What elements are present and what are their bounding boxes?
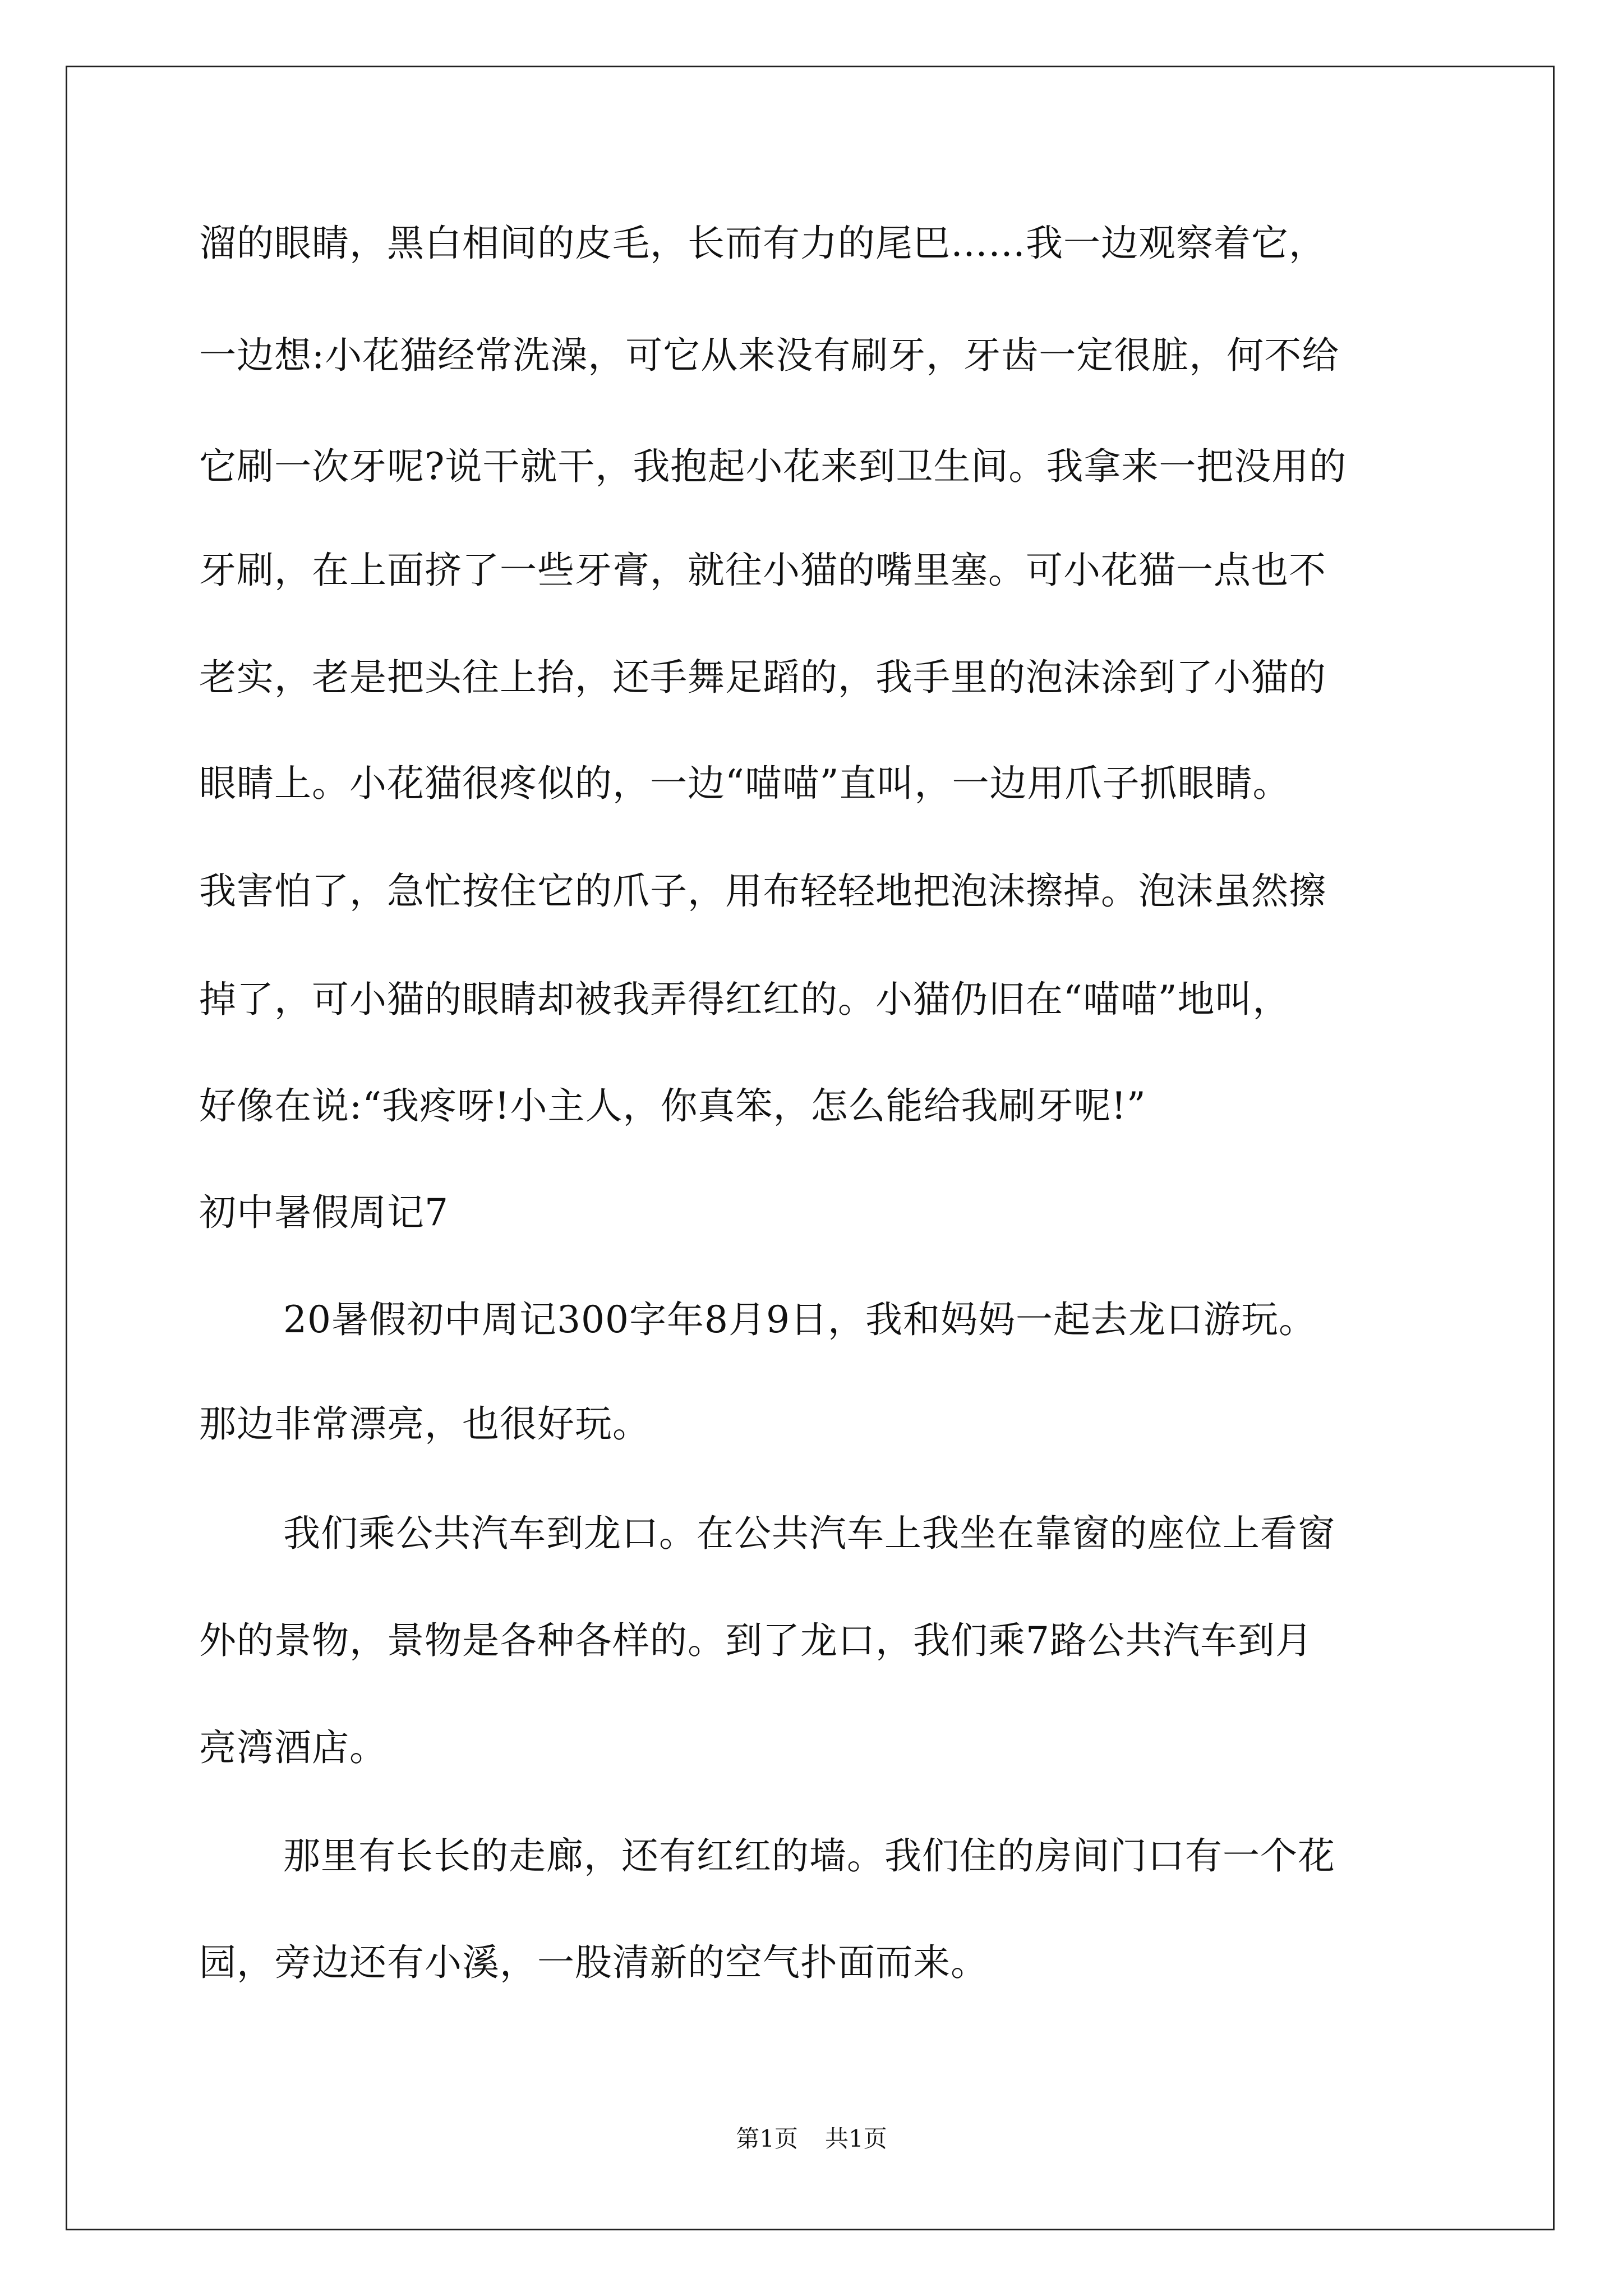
body-line: 溜的眼睛，黑白相间的皮毛，长而有力的尾巴……我一边观察着它，	[199, 222, 1326, 265]
body-line: 老实，老是把头往上抬，还手舞足蹈的，我手里的泡沫涂到了小猫的	[199, 656, 1326, 699]
body-line: 一边想:小花猫经常洗澡，可它从来没有刷牙，牙齿一定很脏，何不给	[199, 334, 1340, 377]
body-line: 眼睛上。小花猫很疼似的，一边“喵喵”直叫，一边用爪子抓眼睛。	[199, 762, 1290, 805]
body-line: 好像在说:“我疼呀!小主人，你真笨，怎么能给我刷牙呢!”	[199, 1084, 1146, 1128]
page-footer	[0, 2125, 1623, 2153]
body-line: 那边非常漂亮，也很好玩。	[199, 1402, 650, 1446]
body-line: 我们乘公共汽车到龙口。在公共汽车上我坐在靠窗的座位上看窗	[283, 1512, 1335, 1555]
body-line: 牙刷，在上面挤了一些牙膏，就往小猫的嘴里塞。可小花猫一点也不	[199, 549, 1326, 592]
body-line: 它刷一次牙呢?说干就干，我抱起小花来到卫生间。我拿来一把没用的	[199, 445, 1347, 488]
body-line: 我害怕了，急忙按住它的爪子，用布轻轻地把泡沫擦掉。泡沫虽然擦	[199, 869, 1326, 913]
body-line: 那里有长长的走廊，还有红红的墙。我们住的房间门口有一个花	[283, 1834, 1335, 1878]
body-line: 外的景物，景物是各种各样的。到了龙口，我们乘7路公共汽车到月	[199, 1619, 1313, 1662]
body-line: 园，旁边还有小溪，一股清新的空气扑面而来。	[199, 1941, 988, 1984]
body-line: 亮湾酒店。	[199, 1726, 387, 1769]
page-number: 第1页	[736, 2125, 798, 2152]
body-line: 20暑假初中周记300字年8月9日，我和妈妈一起去龙口游玩。	[283, 1298, 1316, 1341]
body-line: 掉了，可小猫的眼睛却被我弄得红红的。小猫仍旧在“喵喵”地叫，	[199, 978, 1290, 1021]
section-heading: 初中暑假周记7	[199, 1191, 449, 1234]
page-total: 共1页	[825, 2125, 887, 2152]
